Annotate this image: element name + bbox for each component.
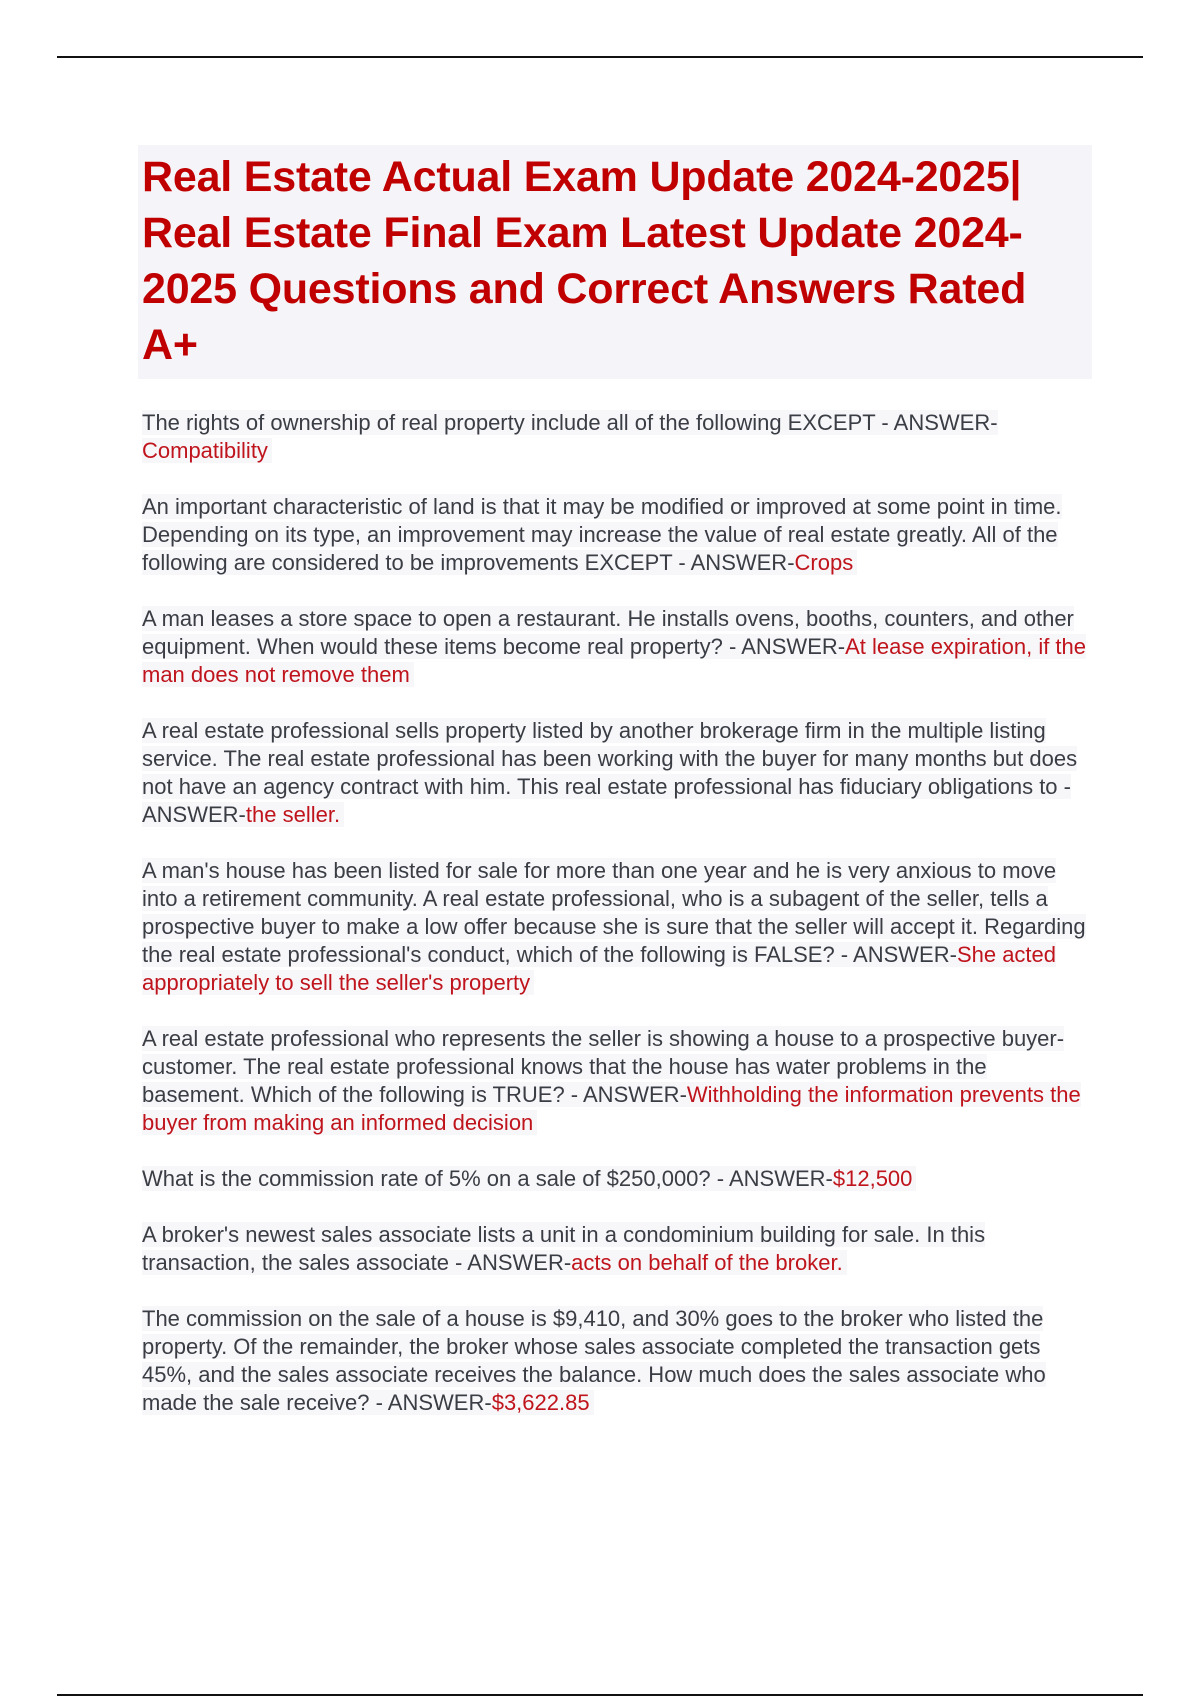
answer-text: Withholding the information prevents the buyer from making an informed decision — [142, 1082, 1081, 1135]
qa-item — [142, 857, 1092, 997]
question-text: A broker's newest sales associate lists a unit in a condominium building for sale. In this transaction, the sales associate - ANSWER- — [142, 1222, 986, 1275]
question-text: A man's house has been listed for sale for more than one year and he is very anxious to move into a retirement community. A real estate professional, who is a subagent of the seller, tells a prospective buyer to make a low offer because she is sure that the seller will accept it. Regarding the real estate professional's conduct, which of the following is FALSE? - ANSWER- — [142, 858, 1086, 967]
answer-text: $3,622.85 — [491, 1390, 590, 1415]
qa-item — [142, 1165, 1092, 1193]
top-rule — [57, 56, 1143, 58]
answer-text: She acted appropriately to sell the seller's property — [142, 942, 1057, 995]
qa-item — [142, 409, 1092, 465]
qa-item — [142, 493, 1092, 577]
answer-text: Compatibility — [142, 438, 268, 463]
qa-item — [142, 1305, 1092, 1417]
document-body — [142, 145, 1092, 1445]
answer-text: the seller. — [245, 802, 341, 827]
bottom-rule — [57, 1694, 1143, 1696]
answer-text: acts on behalf of the broker. — [571, 1250, 843, 1275]
question-text: The rights of ownership of real property include all of the following EXCEPT - ANSWER- — [142, 410, 998, 435]
answer-text: Crops — [794, 550, 854, 575]
qa-item — [142, 1025, 1092, 1137]
answer-text: At lease expiration, if the man does not remove them — [142, 634, 1087, 687]
question-text: A real estate professional sells property listed by another brokerage firm in the multiple listing service. The real estate professional has been working with the buyer for many months but does not have an agency contract with him. This real estate professional has fiduciary obligations to - ANSWER- — [142, 718, 1078, 827]
question-text: What is the commission rate of 5% on a sale of $250,000? - ANSWER- — [142, 1166, 833, 1191]
qa-item — [142, 1221, 1092, 1277]
qa-item — [142, 605, 1092, 689]
question-text: A real estate professional who represents the seller is showing a house to a prospective buyer-customer. The real estate professional knows that the house has water problems in the basement. Which of the following is TRUE? - ANSWER- — [142, 1026, 1065, 1107]
answer-text: $12,500 — [832, 1166, 913, 1191]
question-text: A man leases a store space to open a restaurant. He installs ovens, booths, counters, and other equipment. When would these items become real property? - ANSWER- — [142, 606, 1074, 659]
question-text: An important characteristic of land is that it may be modified or improved at some point in time. Depending on its type, an improvement may increase the value of real estate greatly. All of the following are considered to be improvements EXCEPT - ANSWER- — [142, 494, 1062, 575]
question-text: The commission on the sale of a house is $9,410, and 30% goes to the broker who listed the property. Of the remainder, the broker whose sales associate completed the transaction gets 45%, and the sales associate receives the balance. How much does the sales associate who made the sale receive? - ANSWER- — [142, 1306, 1046, 1415]
title-block — [138, 145, 1092, 379]
document-title: Real Estate Actual Exam Update 2024-2025| Real Estate Final Exam Latest Update 2024-2025 Questions and Correct Answers Rated A+ — [142, 153, 1027, 369]
qa-item — [142, 717, 1092, 829]
qa-list — [142, 409, 1092, 1417]
